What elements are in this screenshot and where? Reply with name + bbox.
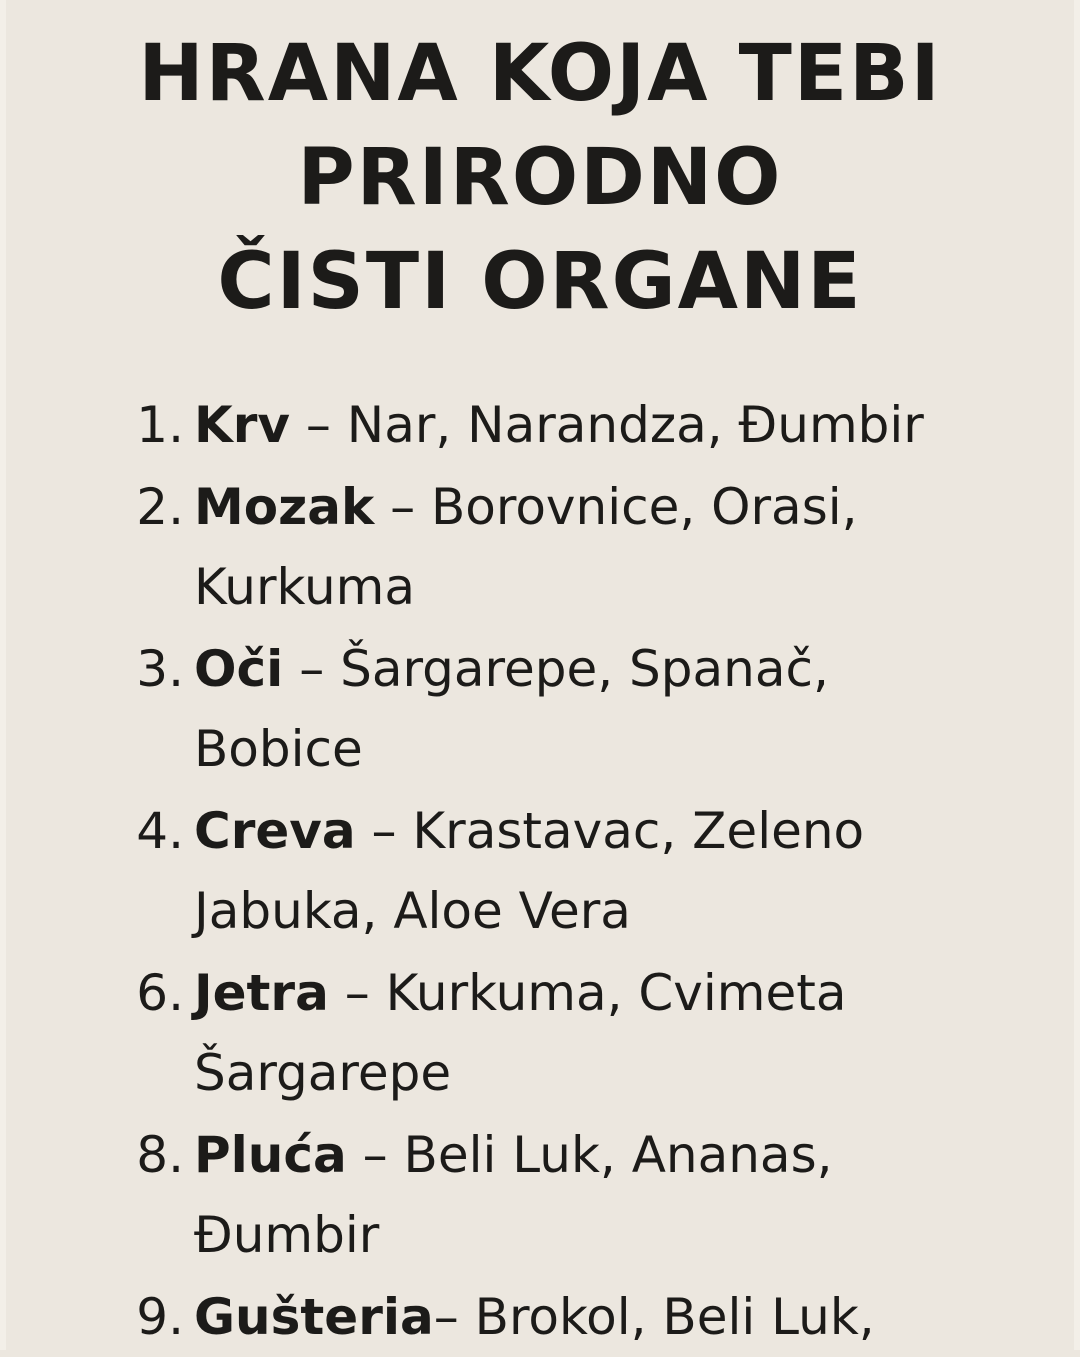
list-item bbox=[0, 1115, 1080, 1275]
food-list-text: – Nar, Narandza, Đumbir bbox=[290, 396, 924, 454]
organ-name: Mozak bbox=[194, 478, 375, 536]
title-line-2: PRIRODNO bbox=[297, 133, 783, 223]
item-line-1 bbox=[194, 953, 1014, 1033]
food-list-text: – Borovnice, Orasi, bbox=[374, 478, 858, 536]
list-item bbox=[0, 1277, 1080, 1357]
food-list-text: – Beli Luk, Ananas, bbox=[346, 1126, 833, 1184]
item-line-1 bbox=[194, 1115, 1014, 1195]
item-line-1 bbox=[194, 1277, 1014, 1357]
food-list-text: – Brokol, Beli Luk, bbox=[433, 1288, 875, 1346]
item-number: 1. bbox=[136, 396, 184, 454]
food-list-text: – Krastavac, Zeleno bbox=[355, 802, 865, 860]
item-body bbox=[194, 1277, 1014, 1357]
organ-food-list bbox=[0, 385, 1080, 1357]
list-item bbox=[0, 467, 1080, 627]
item-number: 6. bbox=[136, 964, 184, 1022]
organ-name: Oči bbox=[194, 640, 284, 698]
list-item bbox=[0, 385, 1080, 465]
title-line-3: ČISTI ORGANE bbox=[217, 237, 863, 327]
item-line-2: Kurkuma bbox=[194, 558, 415, 616]
item-body bbox=[194, 1115, 1014, 1275]
organ-name: Creva bbox=[194, 802, 356, 860]
item-number: 8. bbox=[136, 1126, 184, 1184]
item-body bbox=[194, 467, 1014, 627]
food-list-text: – Kurkuma, Cvimeta bbox=[328, 964, 847, 1022]
list-item bbox=[0, 953, 1080, 1113]
item-line-2: Jabuka, Aloe Vera bbox=[194, 882, 631, 940]
page-title bbox=[0, 22, 1080, 334]
list-item bbox=[0, 629, 1080, 789]
organ-name: Gušteria bbox=[194, 1288, 434, 1346]
item-line-2: Šargarepe bbox=[194, 1044, 452, 1102]
organ-name: Krv bbox=[194, 396, 290, 454]
item-line-1 bbox=[194, 629, 1014, 709]
organ-name: Jetra bbox=[194, 964, 329, 1022]
item-body bbox=[194, 629, 1014, 789]
item-line-2: Bobice bbox=[194, 720, 363, 778]
title-line-1: HRANA KOJA TEBI bbox=[138, 29, 942, 119]
item-body bbox=[194, 385, 1014, 465]
item-body bbox=[194, 953, 1014, 1113]
item-number: 9. bbox=[136, 1288, 184, 1346]
item-number: 2. bbox=[136, 478, 184, 536]
food-list-text: – Šargarepe, Spanač, bbox=[283, 640, 829, 698]
item-body bbox=[194, 791, 1014, 951]
item-number: 3. bbox=[136, 640, 184, 698]
item-line-2: Đumbir bbox=[194, 1206, 380, 1264]
item-number: 4. bbox=[136, 802, 184, 860]
item-line-1 bbox=[194, 791, 1014, 871]
list-item bbox=[0, 791, 1080, 951]
organ-name: Pluća bbox=[194, 1126, 347, 1184]
item-line-1 bbox=[194, 467, 1014, 547]
item-line-1 bbox=[194, 385, 1014, 465]
